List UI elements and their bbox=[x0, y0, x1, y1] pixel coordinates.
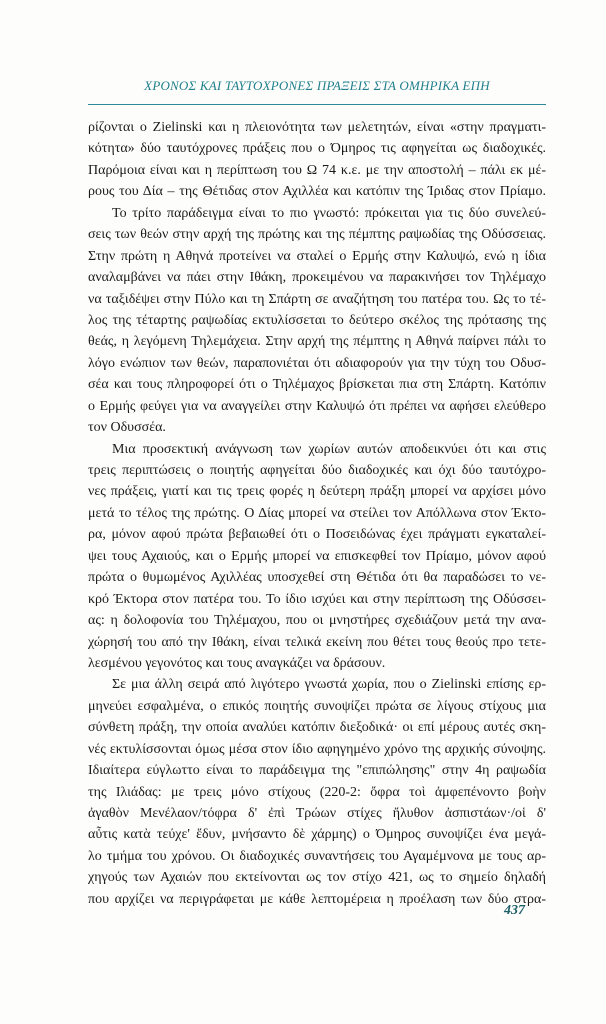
text-line: σέα και τους πληροφορεί ότι ο Τηλέμαχος βρίσκεται πια στη Σπάρτη. Κατόπιν bbox=[88, 377, 546, 393]
body-text bbox=[88, 117, 546, 910]
text-line: σύνθετη πράξη, την οποία αναλύει κατόπιν διεξοδικά· οι επί μέρους αυτές σκη- bbox=[88, 720, 546, 736]
paragraph-start-line: Μια προσεκτική ανάγνωση των χωρίων αυτών αποδεικνύει ότι και στις bbox=[112, 441, 546, 457]
text-line: κρό Έκτορα στον πατέρα του. Το ίδιο ισχύει και στην περίπτωση της Οδύσσει- bbox=[88, 591, 546, 607]
text-line: ας: η δολοφονία του Τηλέμαχου, που οι μνηστήρες σχεδιάζουν μετά την ανα- bbox=[88, 613, 546, 629]
text-line: ρα, μόνον αφού πρώτα βεβαιωθεί ότι ο Ποσειδώνας έχει πράγματι εγκαταλεί- bbox=[88, 527, 546, 543]
paragraph-end-line: τον Οδυσσέα. bbox=[88, 420, 166, 436]
text-line: ρους του Δία – της Θέτιδας στον Αχιλλέα και κατόπιν της Ίριδας στον Πρίαμο. bbox=[88, 184, 546, 200]
text-line: αὖτις κατὰ τεύχε' ἔδυν, μνήσαντο δὲ χάρμης) ο Όμηρος συνοψίζει ένα μεγά- bbox=[88, 827, 546, 843]
text-line: ἀγαθὸν Μενέλαον/τόφρα δ' ἐπὶ Τρώων στίχες ἤλυθον ἀσπιστάων·/οἱ δ' bbox=[88, 806, 546, 821]
text-line: τρεις περιπτώσεις ο ποιητής αφηγείται δύο διαδοχικές και όχι δύο ταυτόχρο- bbox=[88, 463, 546, 478]
text-line: λος της τέταρτης ραψωδίας εκτυλίσσεται το δεύτερο σκέλος της πρότασης της bbox=[88, 312, 546, 328]
text-line: θεάς, η λεγόμενη Τηλεμάχεια. Στην αρχή της πέμπτης η Αθηνά παίρνει πάλι το bbox=[88, 334, 546, 350]
text-line: χώρησή του από την Ιθάκη, είναι τελικά εκείνη που θέτει τους θεούς προ τετε- bbox=[88, 634, 546, 650]
text-line: ρίζονται ο Zielinski και η πλειονότητα των μελετητών, είναι «στην πραγματι- bbox=[88, 120, 546, 135]
text-line: Παρόμοια είναι και η περίπτωση του Ω 74 κ.ε. με την αποστολή – πάλι εκ μέ- bbox=[88, 162, 546, 178]
text-line: μηνεύει εσφαλμένα, ο επικός ποιητής συνοψίζει πρώτα σε λίγους στίχους μια bbox=[88, 698, 546, 714]
paragraph-start-line: Το τρίτο παράδειγμα είναι το πιο γνωστό: πρόκειται για τις δύο συνελεύ- bbox=[112, 205, 546, 221]
text-line: Στην πρώτη η Αθηνά προτείνει να σταλεί ο Ερμής στην Καλυψώ, ενώ η ίδια bbox=[88, 248, 546, 264]
text-line: νές εκτυλίσσονται όμως μέσα στον ίδιο αφηγημένο χρόνο της αρχικής σύνοψης. bbox=[88, 741, 546, 757]
text-line: Ιδιαίτερα εύγλωττο είναι το παράδειγμα της "επιπώλησης" στην 4η ραψωδία bbox=[88, 763, 546, 779]
text-line: λόγο ενώπιον των θεών, παραπονιέται ότι αδιαφορούν για την τύχη του Οδυσ- bbox=[88, 355, 546, 371]
text-line: μετά το τέλος της πρώτης. Ο Δίας μπορεί να στείλει τον Απόλλωνα στον Έκτο- bbox=[88, 505, 546, 521]
paragraph-start-line: Σε μια άλλη σειρά από λιγότερο γνωστά χωρία, που ο Zielinski επίσης ερ- bbox=[112, 677, 546, 693]
text-line: ψει τους Αχαιούς, και ο Ερμής μπορεί να επισκεφθεί τον Πρίαμο, μόνον αφού bbox=[88, 548, 546, 564]
page-number: 437 bbox=[504, 903, 525, 918]
text-line: λο τμήμα του χρόνου. Οι διαδοχικές συναντήσεις του Αγαμέμνονα με τους αρ- bbox=[88, 848, 546, 864]
text-line: σεις των θεών στην αρχή της πρώτης και της πέμπτης ραψωδίας της Οδύσσειας. bbox=[88, 227, 546, 243]
text-line: ο Ερμής φεύγει για να αναγγείλει στην Καλυψώ ότι πρέπει να αφήσει ελεύθερο bbox=[88, 398, 546, 414]
header-rule bbox=[88, 104, 546, 105]
running-header: ΧΡΟΝΟΣ ΚΑΙ ΤΑΥΤΟΧΡΟΝΕΣ ΠΡΑΞΕΙΣ ΣΤΑ ΟΜΗΡΙΚΑ ΕΠΗ bbox=[144, 78, 490, 93]
text-line: κότητα» δύο ταυτόχρονες πράξεις που ο Όμηρος τις αφηγείται ως διαδοχικές. bbox=[88, 141, 546, 157]
paragraph-end-line: λεσμένου γεγονότος και τους αναγκάζει να δράσουν. bbox=[88, 655, 386, 671]
text-line: χηγούς των Αχαιών που εκτείνονται ως τον στίχο 421, ως το σημείο δηλαδή bbox=[88, 870, 546, 886]
text-line: που αρχίζει να περιγράφεται με κάθε λεπτομέρεια η προέλαση των δύο στρα- bbox=[88, 891, 546, 907]
text-line: νες πράξεις, γιατί και τις τρεις φορές η δεύτερη πράξη μπορεί να αρχίσει μόνο bbox=[88, 484, 546, 500]
text-line: αναλαμβάνει να πάει στην Ιθάκη, προκειμένου να παρακινήσει τον Τηλέμαχο bbox=[88, 270, 546, 286]
text-line: να ταξιδέψει στην Πύλο και τη Σπάρτη σε αναζήτηση του πατέρα του. Ως το τέ- bbox=[88, 291, 546, 307]
text-line: της Ιλιάδας: με τρεις μόνο στίχους (220-2: ὄφρα τοὶ ἀμφεπένοντο βοὴν bbox=[88, 784, 546, 800]
text-line: πρώτα ο θυμωμένος Αχιλλέας υποσχεθεί στη Θέτιδα ότι θα παραδώσει το νε- bbox=[88, 570, 546, 586]
